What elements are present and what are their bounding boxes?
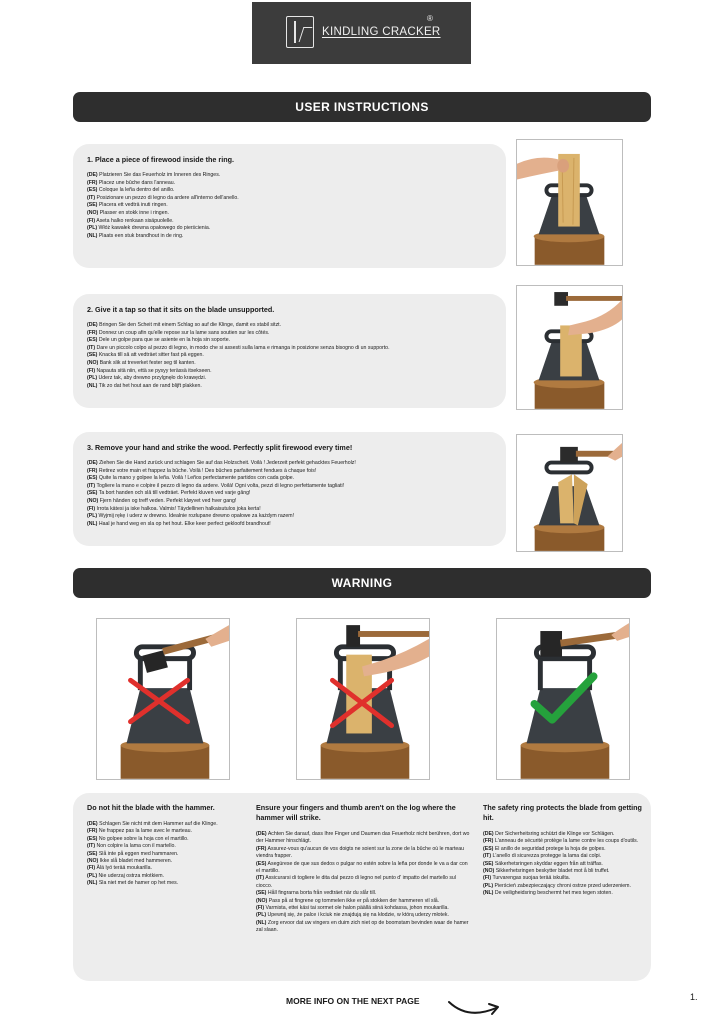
step-2-panel bbox=[73, 294, 506, 408]
step-2-illustration bbox=[517, 286, 622, 409]
language-code: (DE) bbox=[256, 831, 267, 837]
translation-item bbox=[87, 360, 492, 368]
language-code: (PL) bbox=[87, 872, 98, 879]
brand-mark-icon bbox=[286, 16, 314, 48]
language-code: (NL) bbox=[87, 520, 98, 527]
translation-text: Dele un golpe para que se asiente en la hoja sin soporte. bbox=[98, 337, 231, 344]
translation-text: Donnez un coup afin qu'elle repose sur la lame sans soutien sur les côtés. bbox=[98, 329, 270, 336]
page-number: 1. bbox=[690, 992, 698, 1002]
translation-item bbox=[87, 368, 492, 376]
translation-text: Turvarengas suojaa terää iskuilta. bbox=[492, 875, 571, 882]
translation-item bbox=[87, 218, 492, 226]
translation-item bbox=[87, 836, 247, 843]
warning-2-column bbox=[256, 803, 470, 935]
language-code: (FI) bbox=[87, 367, 96, 374]
translation-item bbox=[483, 838, 643, 845]
step-1-panel bbox=[73, 144, 506, 268]
translation-item bbox=[87, 483, 492, 491]
step-3-title: 3. Remove your hand and strike the wood. Perfectly split firewood every time! bbox=[87, 443, 353, 452]
translation-item bbox=[256, 920, 470, 935]
translation-text: Der Sicherheitsring schützt die Klinge vor Schlägen. bbox=[495, 831, 615, 837]
step-3-photo bbox=[516, 434, 623, 552]
translation-item bbox=[87, 851, 247, 858]
translation-item bbox=[87, 322, 492, 330]
language-code: (FR) bbox=[483, 838, 494, 845]
language-code: (ES) bbox=[483, 845, 494, 852]
translation-text: Dare un piccolo colpo al pezzo di legno, in modo che si assesti sulla lama e rimanga in posizione senza bisogno di un supporto. bbox=[96, 344, 390, 351]
warning-1-title: Do not hit the blade with the hammer. bbox=[87, 803, 215, 812]
language-code: (DE) bbox=[87, 322, 98, 328]
translation-item bbox=[87, 352, 492, 360]
language-code: (PL) bbox=[87, 225, 98, 232]
step-2-photo bbox=[516, 285, 623, 410]
translation-text: Plasser en stokk inne i ringen. bbox=[99, 209, 169, 216]
translation-text: Quite la mano y golpee la leña. Voilà ! Leños perfectamente partidos con cada golpe. bbox=[98, 475, 295, 482]
translation-text: Coloque la leña dentro del anillo. bbox=[98, 187, 175, 194]
step-3-illustration bbox=[517, 435, 622, 551]
language-code: (PL) bbox=[256, 912, 267, 919]
translation-item bbox=[483, 875, 643, 882]
language-code: (IT) bbox=[87, 194, 96, 201]
language-code: (SE) bbox=[87, 202, 98, 209]
warnings-panel bbox=[73, 793, 651, 981]
translation-item bbox=[483, 868, 643, 875]
translation-text: Fjern hånden og treff veden. Perfekt kløyvet ved hver gang! bbox=[99, 497, 237, 504]
warning-banner: WARNING bbox=[73, 568, 651, 598]
language-code: (IT) bbox=[87, 344, 96, 351]
translation-item bbox=[87, 375, 492, 383]
translation-item bbox=[87, 498, 492, 506]
translation-text: Ikke slå bladet med hammeren. bbox=[99, 858, 173, 865]
more-info-link[interactable]: MORE INFO ON THE NEXT PAGE bbox=[286, 996, 420, 1006]
translation-text: Sla niet met de hamer op het mes. bbox=[98, 880, 179, 887]
language-code: (SE) bbox=[87, 850, 98, 857]
language-code: (PL) bbox=[87, 513, 98, 520]
translation-text: Placera ett vedträ inuti ringen. bbox=[98, 202, 168, 209]
language-code: (NL) bbox=[87, 880, 98, 887]
translation-text: Aseta halko renkaan sisäpuolelle. bbox=[96, 217, 174, 224]
warning-3-column bbox=[483, 803, 643, 898]
language-code: (IT) bbox=[87, 482, 96, 489]
translation-text: Assurez-vous qu'aucun de vos doigts ne soient sur la zone de la bûche où le marteau viendra frapper. bbox=[256, 845, 465, 860]
translation-text: Irrota kätesi ja iske halkoa. Valmis! Täydellinen halkaisutulos joka kerta! bbox=[96, 505, 261, 512]
language-code: (DE) bbox=[87, 821, 98, 827]
language-code: (FI) bbox=[256, 905, 265, 912]
translation-item bbox=[87, 233, 492, 241]
translation-text: Ziehen Sie die Hand zurück und schlagen Sie auf das Holzscheit. Voilà ! Jederzeit perfekt gehacktes Feuerholz! bbox=[99, 460, 356, 466]
translation-item bbox=[87, 180, 492, 188]
translation-item bbox=[256, 912, 470, 919]
translation-text: L'anneau de sécurité protège la lame contre les coups d'outils. bbox=[494, 838, 639, 845]
warning-3-illustration bbox=[497, 619, 629, 779]
language-code: (ES) bbox=[87, 187, 98, 194]
translation-text: Asegúrese de que sus dedos o pulgar no estén sobre la leña por donde le va a dar con el martillo. bbox=[256, 860, 468, 875]
step-1-title: 1. Place a piece of firewood inside the ring. bbox=[87, 155, 234, 164]
brand-logo bbox=[252, 2, 471, 64]
language-code: (NO) bbox=[256, 897, 268, 904]
translation-text: Placez une bûche dans l'anneau. bbox=[98, 179, 176, 186]
translation-item bbox=[87, 210, 492, 218]
language-code: (FI) bbox=[87, 505, 96, 512]
translation-text: Pass på at fingrene og tommelen ikke er på stokken der hammeren vil slå. bbox=[268, 897, 440, 904]
warning-photo-blade-hit bbox=[96, 618, 230, 780]
translation-item bbox=[87, 828, 247, 835]
language-code: (IT) bbox=[256, 875, 265, 882]
translation-item bbox=[256, 905, 470, 912]
translation-item bbox=[87, 225, 492, 233]
language-code: (NL) bbox=[483, 890, 494, 897]
language-code: (IT) bbox=[483, 853, 492, 860]
translation-text: Non colpire la lama con il martello. bbox=[96, 843, 176, 850]
language-code: (SE) bbox=[87, 352, 98, 359]
language-code: (NL) bbox=[256, 919, 267, 926]
language-code: (FI) bbox=[87, 217, 96, 224]
translation-text: Napauta sitä niin, että se pysyy terässä itsekseen. bbox=[96, 367, 212, 374]
language-code: (NO) bbox=[87, 209, 99, 216]
language-code: (SE) bbox=[256, 890, 267, 897]
translation-text: Włóż kawałek drewna opałowego do pierścienia. bbox=[98, 225, 211, 232]
step-3-panel bbox=[73, 432, 506, 546]
language-code: (FR) bbox=[87, 828, 98, 835]
translation-text: Bringen Sie den Scheit mit einem Schlag so auf die Klinge, damit es stabil sitzt. bbox=[99, 322, 282, 328]
translation-item bbox=[87, 843, 247, 850]
translation-item bbox=[87, 821, 247, 828]
translation-text: Ta bort handen och slå till vedträet. Perfekt kluven ved varje gång! bbox=[98, 490, 251, 497]
translation-item bbox=[87, 330, 492, 338]
translation-text: Älä lyö terää moukarilla. bbox=[96, 865, 152, 872]
translation-text: Tik zo dat het hout aan de rand blijft plakken. bbox=[98, 382, 202, 389]
language-code: (FR) bbox=[87, 467, 98, 474]
language-code: (SE) bbox=[483, 860, 494, 867]
translation-item bbox=[483, 883, 643, 890]
translation-text: Togliere la mano e colpire il pezzo di legno da ardere. Voilà! Ogni volta, pezzi di legno perfettamente tagliati! bbox=[96, 482, 345, 489]
language-code: (DE) bbox=[87, 172, 98, 178]
language-code: (FI) bbox=[87, 865, 96, 872]
warning-2-illustration bbox=[297, 619, 429, 779]
translation-text: Haal je hand weg en sla op het hout. Elke keer perfect gekloofd brandhout! bbox=[98, 520, 271, 527]
translation-text: Ne frappez pas la lame avec le marteau. bbox=[98, 828, 192, 835]
translation-item bbox=[483, 890, 643, 897]
translation-text: Håll fingrarna borta från vedträet när du slår till. bbox=[267, 890, 377, 897]
translation-text: Plaats een stuk brandhout in de ring. bbox=[98, 232, 184, 239]
registered-mark: ® bbox=[427, 14, 433, 23]
step-1-illustration bbox=[517, 140, 622, 265]
translation-item bbox=[256, 875, 470, 890]
warning-1-column bbox=[87, 803, 247, 888]
language-code: (ES) bbox=[87, 475, 98, 482]
step-1-translations bbox=[87, 172, 492, 240]
language-code: (NL) bbox=[87, 232, 98, 239]
translation-item bbox=[87, 475, 492, 483]
translation-item bbox=[87, 880, 247, 887]
translation-item bbox=[256, 846, 470, 861]
warning-3-title: The safety ring protects the blade from getting hit. bbox=[483, 803, 642, 822]
step-2-title: 2. Give it a tap so that it sits on the blade unsupported. bbox=[87, 305, 275, 314]
language-code: (DE) bbox=[483, 831, 494, 837]
translation-item bbox=[87, 187, 492, 195]
warning-2-title: Ensure your fingers and thumb aren't on the log where the hammer will strike. bbox=[256, 803, 456, 822]
warning-photo-fingers bbox=[296, 618, 430, 780]
step-3-translations bbox=[87, 460, 492, 528]
translation-item bbox=[87, 202, 492, 210]
translation-text: Pierścień zabezpieczający chroni ostrze przed uderzeniem. bbox=[494, 882, 631, 889]
translation-text: L'anello di sicurezza protegge la lama dai colpi. bbox=[492, 853, 602, 860]
translation-text: Nie uderzaj ostrza młotkiem. bbox=[98, 872, 164, 879]
translation-text: Uderz tak, aby drewno przylgnęło do krawędzi. bbox=[98, 375, 207, 382]
language-code: (FR) bbox=[87, 179, 98, 186]
translation-item bbox=[87, 521, 492, 529]
translation-item bbox=[87, 865, 247, 872]
translation-text: Retirez votre main et frappez la bûche. Voilà ! Des bûches parfaitement fendues à chaque fois! bbox=[98, 467, 317, 474]
translation-item bbox=[87, 490, 492, 498]
language-code: (SE) bbox=[87, 490, 98, 497]
translation-item bbox=[483, 853, 643, 860]
translation-item bbox=[87, 172, 492, 180]
language-code: (NO) bbox=[483, 868, 495, 875]
translation-item bbox=[87, 460, 492, 468]
language-code: (NO) bbox=[87, 359, 99, 366]
language-code: (NO) bbox=[87, 497, 99, 504]
translation-item bbox=[87, 383, 492, 391]
step-1-photo bbox=[516, 139, 623, 266]
warning-photo-safety-ring bbox=[496, 618, 630, 780]
translation-item bbox=[87, 506, 492, 514]
translation-text: El anillo de seguridad protege la hoja de golpes. bbox=[494, 845, 606, 852]
translation-item bbox=[483, 831, 643, 838]
translation-item bbox=[256, 890, 470, 897]
translation-item bbox=[87, 337, 492, 345]
translation-item bbox=[87, 513, 492, 521]
language-code: (FR) bbox=[87, 329, 98, 336]
translation-text: Achten Sie darauf, dass Ihre Finger und Daumen das Feuerholz nicht berühren, dort wo der Hammer hinschlägt. bbox=[256, 831, 470, 845]
language-code: (DE) bbox=[87, 460, 98, 466]
translation-text: Zorg ervoor dat uw vingers en duim zich niet op de boomstam bevinden waar de hamer zal slaan. bbox=[256, 919, 469, 934]
translation-text: Posizionare un pezzo di legno da ardere all'interno dell'anello. bbox=[96, 194, 239, 201]
translation-text: No golpee sobre la hoja con el martillo. bbox=[98, 835, 189, 842]
warning-1-illustration bbox=[97, 619, 229, 779]
translation-text: Schlagen Sie nicht mit dem Hammer auf die Klinge. bbox=[99, 821, 218, 827]
translation-text: Platzieren Sie das Feuerholz im Inneren des Ringes. bbox=[99, 172, 221, 178]
translation-text: Varmista, ettei käsi tai sormet ole halon päällä siinä kohdassa, johon moukarilla. bbox=[265, 905, 449, 912]
brand-name: KINDLING CRACKER bbox=[322, 26, 441, 38]
translation-text: Knacka till så att vedträet sitter fast på eggen. bbox=[98, 352, 204, 359]
language-code: (FI) bbox=[483, 875, 492, 882]
translation-item bbox=[87, 873, 247, 880]
language-code: (FR) bbox=[256, 845, 267, 852]
warning-1-translations bbox=[87, 821, 247, 888]
translation-item bbox=[256, 831, 470, 846]
translation-item bbox=[87, 195, 492, 203]
language-code: (ES) bbox=[256, 860, 267, 867]
language-code: (NO) bbox=[87, 858, 99, 865]
translation-text: Bank slik at treverket fester seg til kanten. bbox=[99, 359, 196, 366]
translation-item bbox=[483, 846, 643, 853]
warning-3-translations bbox=[483, 831, 643, 898]
warning-2-translations bbox=[256, 831, 470, 935]
instructions-banner: USER INSTRUCTIONS bbox=[73, 92, 651, 122]
arrow-right-icon bbox=[446, 996, 504, 1018]
language-code: (ES) bbox=[87, 835, 98, 842]
translation-text: Wyjmij rękę i uderz w drewno. Idealnie rozłupane drewno opałowe za każdym razem! bbox=[98, 513, 294, 520]
language-code: (PL) bbox=[483, 882, 494, 889]
translation-text: Assicurarsi di togliere le dita dal pezzo di legno nel punto d' impatto del martello sul ciocco. bbox=[256, 875, 456, 889]
language-code: (NL) bbox=[87, 382, 98, 389]
translation-item bbox=[256, 898, 470, 905]
language-code: (ES) bbox=[87, 337, 98, 344]
translation-text: Sikkerhetsringen beskytter bladet mot å bli truffet. bbox=[495, 868, 610, 875]
translation-text: Upewnij się, że palce i kciuk nie znajdują się na kłodzie, w którą uderzy młotek. bbox=[267, 912, 449, 919]
translation-text: De veiligheidsring beschermt het mes tegen stoten. bbox=[494, 890, 613, 897]
translation-item bbox=[87, 468, 492, 476]
translation-item bbox=[256, 861, 470, 876]
translation-text: Slå inte på eggen med hammaren. bbox=[98, 850, 179, 857]
step-2-translations bbox=[87, 322, 492, 390]
language-code: (PL) bbox=[87, 375, 98, 382]
language-code: (IT) bbox=[87, 843, 96, 850]
translation-item bbox=[483, 861, 643, 868]
translation-text: Säkerhetsringen skyddar eggen från att träffas. bbox=[494, 860, 603, 867]
translation-item bbox=[87, 345, 492, 353]
